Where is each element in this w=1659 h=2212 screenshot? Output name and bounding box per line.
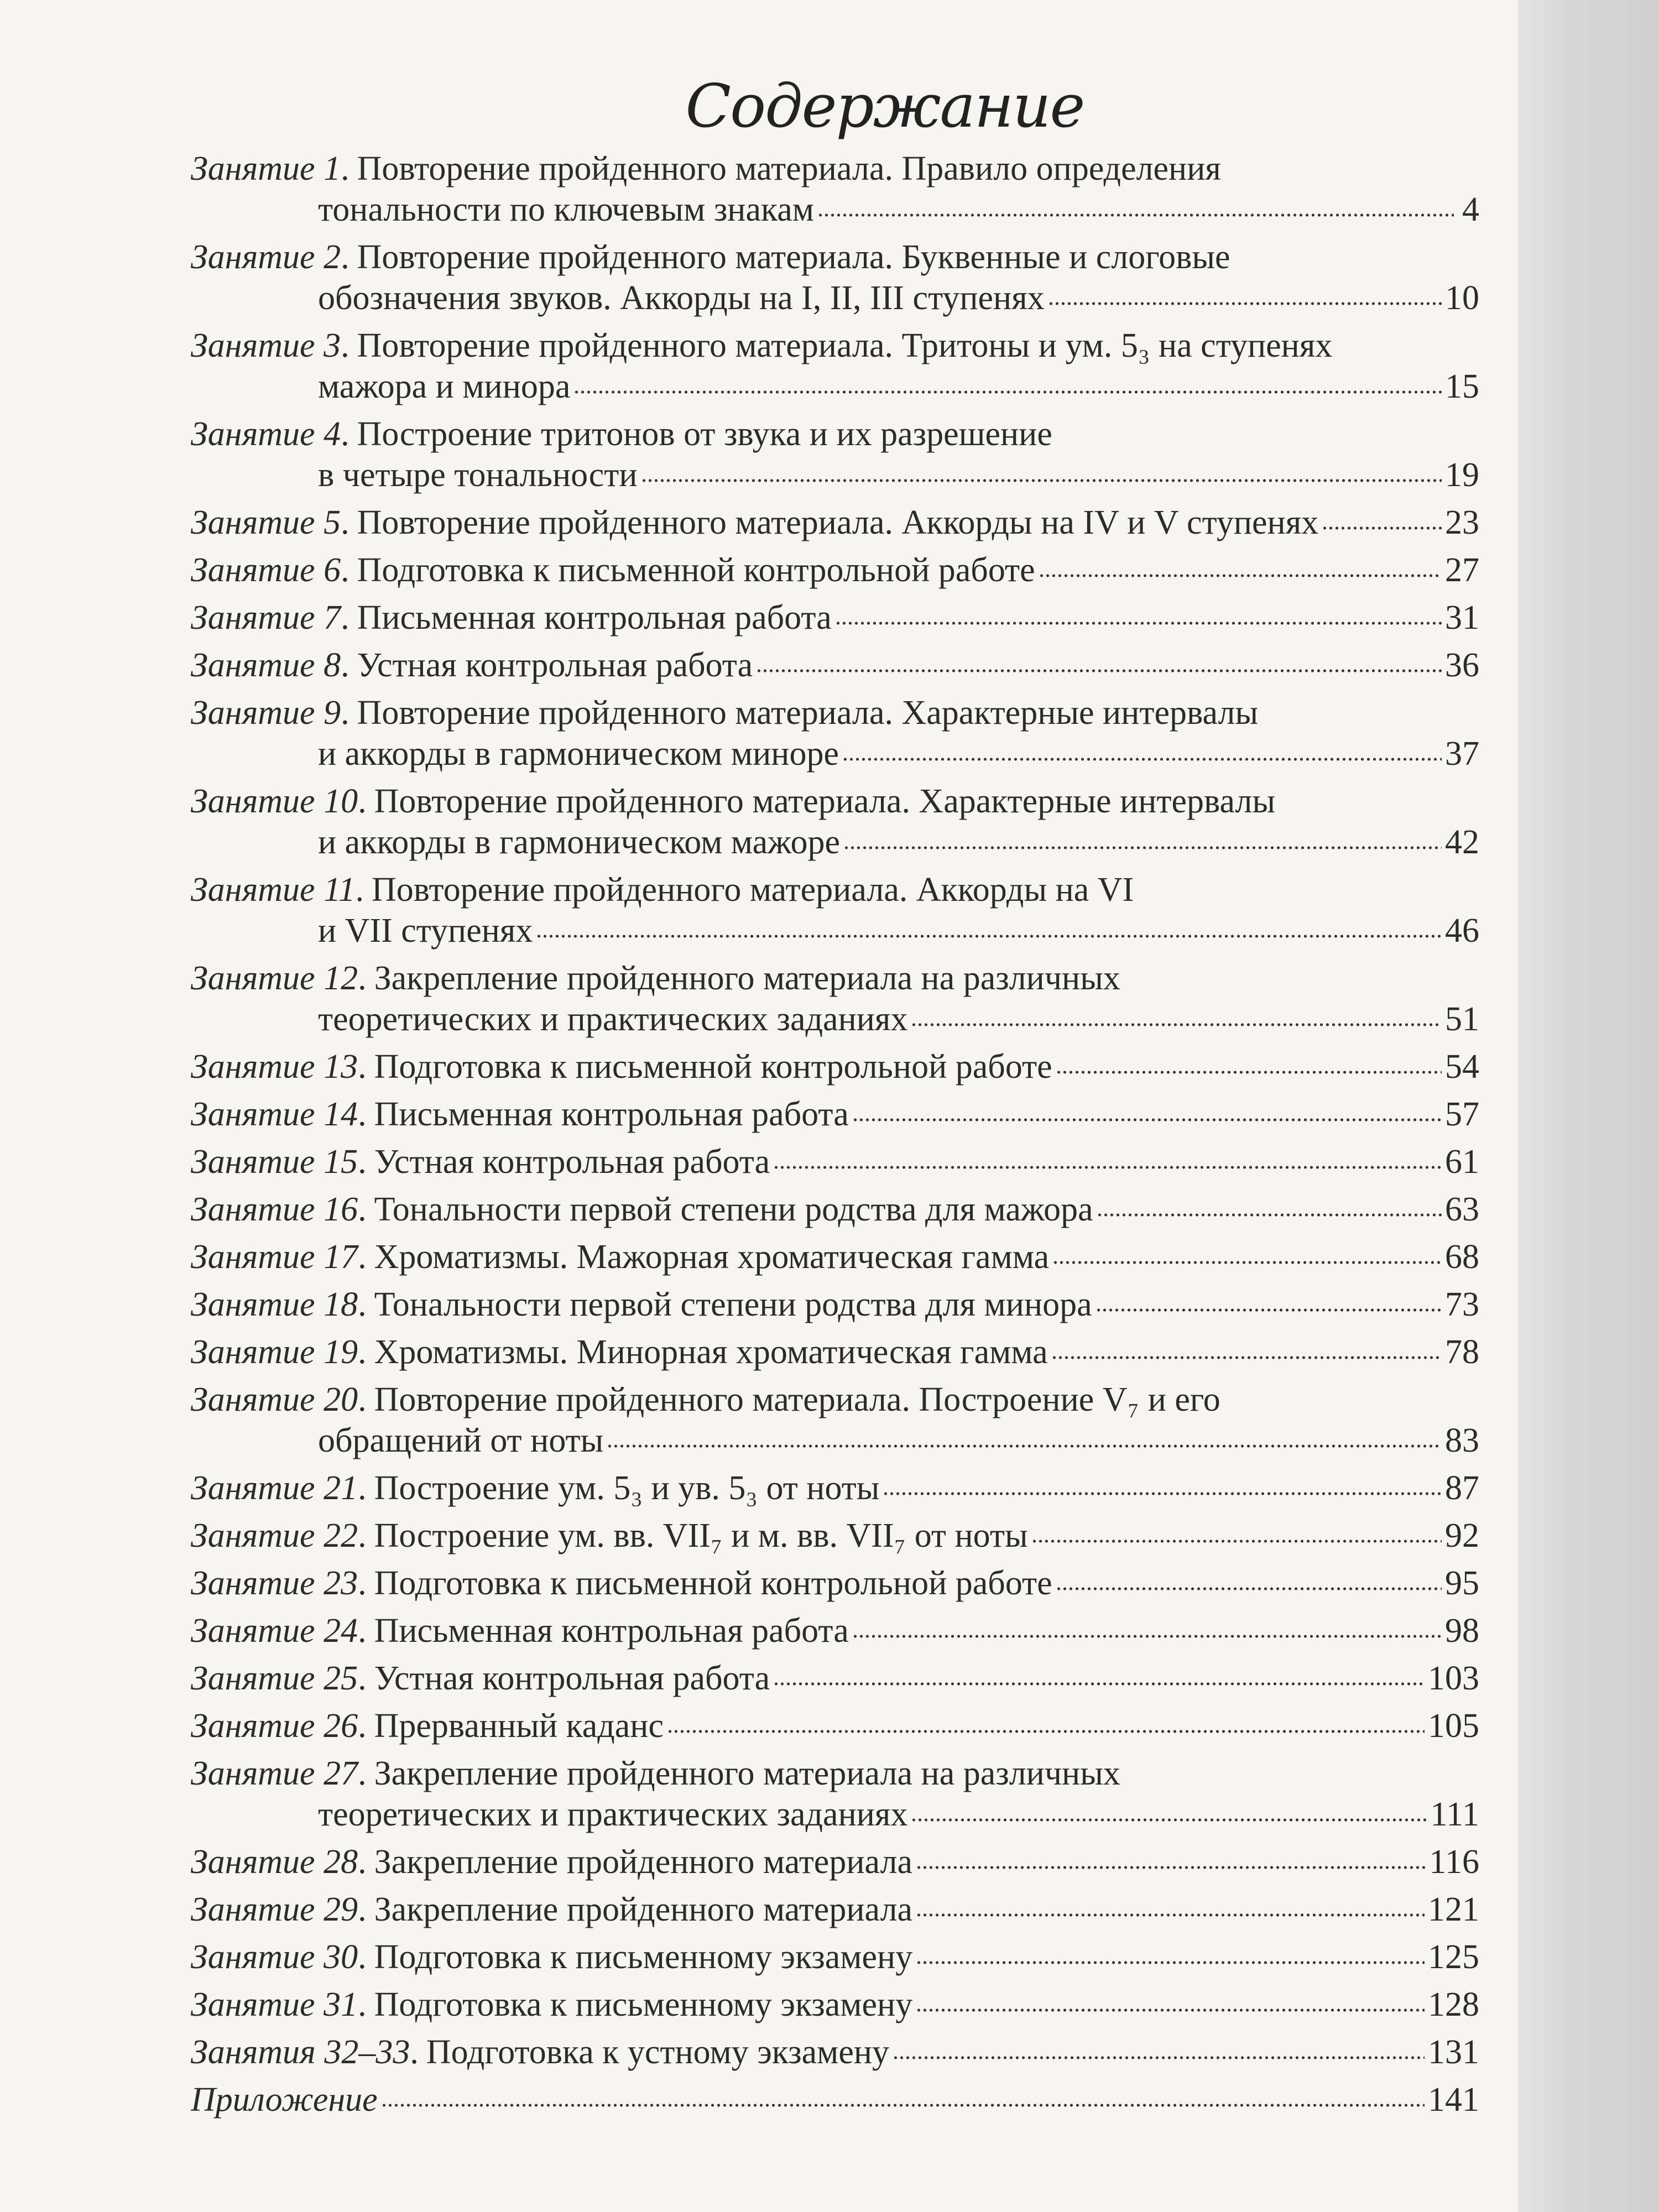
toc-entry[interactable] (191, 502, 1479, 550)
toc-page-number: 23 (1445, 504, 1479, 541)
toc-entry-line-continued (191, 910, 1479, 951)
toc-entry-line-continued (191, 1420, 1479, 1461)
toc-entry-line (191, 2079, 1479, 2120)
toc-entry[interactable] (191, 1046, 1479, 1094)
dot-leader (607, 1441, 1442, 1452)
toc-entry-line (191, 1563, 1479, 1604)
toc-entry-title: Тональности первой степени родства для минора (374, 1286, 1092, 1323)
toc-page-number: 27 (1445, 551, 1479, 589)
toc-entry-title: Повторение пройденного материала. Аккорды на VI (371, 871, 1134, 909)
label-period: . (358, 1843, 367, 1881)
dot-leader (773, 1678, 1425, 1689)
toc-entry-label: Занятие 30 (191, 1938, 358, 1976)
dot-leader (667, 1726, 1425, 1737)
toc-entry[interactable] (191, 550, 1479, 597)
label-period: . (358, 1564, 367, 1602)
toc-entry-line (191, 645, 1479, 686)
toc-entry[interactable] (191, 1705, 1479, 1753)
label-period: . (341, 327, 349, 364)
toc-entry-title: Построение ум. 5₃ и ув. 5₃ от ноты (374, 1469, 880, 1507)
toc-entry[interactable] (191, 1094, 1479, 1141)
toc-entry-line (191, 550, 1479, 591)
toc-entry[interactable] (191, 597, 1479, 645)
dot-leader (1052, 1257, 1442, 1268)
label-period: . (358, 1286, 367, 1323)
toc-entry[interactable] (191, 1237, 1479, 1284)
dot-leader (835, 618, 1442, 629)
toc-entry-title: Устная контрольная работа (357, 646, 753, 684)
toc-entry-line (191, 1658, 1479, 1699)
dot-leader (817, 210, 1454, 221)
toc-entry-label: Занятие 27 (191, 1755, 358, 1792)
toc-page-number: 92 (1445, 1517, 1479, 1554)
toc-entry-title: Повторение пройденного материала. Построение V₇ и его (374, 1381, 1220, 1418)
dot-leader (1097, 1209, 1442, 1220)
dot-leader (1031, 1536, 1442, 1547)
toc-entry-line (191, 1284, 1479, 1325)
toc-page-number: 57 (1445, 1095, 1479, 1133)
toc-entry[interactable] (191, 692, 1479, 781)
toc-entry[interactable] (191, 1468, 1479, 1515)
toc-entry-label: Занятие 3 (191, 327, 341, 364)
label-period: . (358, 1986, 367, 2023)
dot-leader (842, 754, 1442, 765)
dot-leader (916, 1957, 1425, 1968)
toc-entry-title: Устная контрольная работа (374, 1660, 770, 1697)
label-period: . (341, 551, 349, 589)
toc-entry-line-continued (191, 822, 1479, 863)
label-period: . (358, 1517, 367, 1554)
dot-leader (381, 2100, 1425, 2111)
label-period: . (358, 782, 367, 820)
label-period: . (358, 1143, 367, 1181)
toc-entry-title-continued: теоретических и практических заданиях (318, 1000, 908, 1038)
toc-entry[interactable] (191, 1937, 1479, 1984)
toc-entry[interactable] (191, 958, 1479, 1046)
dot-leader (852, 1631, 1442, 1642)
toc-page-number: 51 (1445, 1000, 1479, 1038)
toc-entry-title-continued: обращений от ноты (318, 1422, 604, 1459)
toc-entry-line (191, 1094, 1479, 1135)
toc-entry-label: Занятие 10 (191, 782, 358, 820)
toc-entry-label: Занятия 32–33 (191, 2033, 410, 2071)
toc-entry-title-continued: в четыре тональности (318, 456, 638, 494)
toc-entry-title: Подготовка к письменной контрольной работе (374, 1564, 1052, 1602)
toc-page-number: 105 (1428, 1707, 1479, 1745)
toc-entry-line-continued (191, 278, 1479, 319)
toc-page-number: 10 (1445, 279, 1479, 317)
toc-page-number: 128 (1428, 1986, 1479, 2023)
toc-entry-label: Занятие 17 (191, 1238, 358, 1276)
toc-entry-line-continued (191, 455, 1479, 495)
toc-entry-line (191, 1468, 1479, 1509)
toc-entry-line (191, 1753, 1479, 1794)
toc-page-number: 116 (1429, 1843, 1479, 1881)
toc-page-number: 121 (1428, 1891, 1479, 1928)
toc-entry[interactable] (191, 325, 1479, 414)
toc-entry-line (191, 1046, 1479, 1087)
toc-entry-title: Хроматизмы. Минорная хроматическая гамма (374, 1333, 1048, 1371)
label-period: . (358, 959, 367, 997)
toc-page-number: 54 (1445, 1048, 1479, 1086)
toc-page-number: 98 (1445, 1612, 1479, 1650)
toc-page-number: 19 (1445, 456, 1479, 494)
toc-page-number: 83 (1445, 1422, 1479, 1459)
toc-entry-label: Занятие 20 (191, 1381, 358, 1418)
toc-entry-label: Занятие 31 (191, 1986, 358, 2023)
toc-entry-label: Занятие 19 (191, 1333, 358, 1371)
toc-entry-line (191, 414, 1479, 455)
toc-page-number: 95 (1445, 1564, 1479, 1602)
label-period: . (341, 415, 349, 453)
toc-entry-title: Закрепление пройденного материала на различных (374, 1755, 1120, 1792)
toc-entry-label: Занятие 29 (191, 1891, 358, 1928)
label-period: . (358, 1707, 367, 1745)
toc-entry-line (191, 1141, 1479, 1182)
dot-leader (911, 1019, 1442, 1030)
toc-page-number: 125 (1428, 1938, 1479, 1976)
toc-page-number: 73 (1445, 1286, 1479, 1323)
toc-entry-label: Занятие 8 (191, 646, 341, 684)
toc-entry[interactable] (191, 414, 1479, 502)
label-period: . (341, 646, 349, 684)
toc-entry[interactable] (191, 1515, 1479, 1563)
toc-entry-title: Подготовка к устному экзамену (426, 2033, 890, 2071)
toc-page-number: 15 (1445, 368, 1479, 405)
toc-entry-title-continued: и аккорды в гармоническом миноре (318, 735, 839, 773)
label-period: . (358, 1381, 367, 1418)
toc-entry[interactable] (191, 1284, 1479, 1332)
toc-entry[interactable] (191, 1379, 1479, 1468)
page-title: Содержание (685, 72, 1084, 141)
toc-entry-label: Занятие 14 (191, 1095, 358, 1133)
toc-entry-line (191, 148, 1479, 189)
toc-entry-title: Подготовка к письменной контрольной работе (357, 551, 1035, 589)
dot-leader (773, 1162, 1442, 1173)
toc-entry-label: Занятие 9 (191, 694, 341, 732)
label-period: . (341, 150, 349, 187)
toc-entry-title: Подготовка к письменному экзамену (374, 1938, 913, 1976)
toc-entry-line (191, 692, 1479, 733)
toc-entry-title: Закрепление пройденного материала (374, 1891, 913, 1928)
dot-leader (573, 387, 1442, 398)
dot-leader (1322, 523, 1442, 534)
toc-entry-title: Письменная контрольная работа (374, 1612, 849, 1650)
toc-entry[interactable] (191, 1189, 1479, 1237)
toc-entry[interactable] (191, 237, 1479, 325)
toc-entry-line (191, 1889, 1479, 1930)
toc-entry-line-continued (191, 999, 1479, 1040)
toc-entry[interactable] (191, 1563, 1479, 1610)
dot-leader (843, 842, 1442, 853)
toc-entry-title: Повторение пройденного материала. Аккорды на IV и V ступенях (357, 504, 1319, 541)
toc-entry-line-continued (191, 1794, 1479, 1835)
toc-entry-title-continued: теоретических и практических заданиях (318, 1796, 908, 1833)
toc-entry-title: Повторение пройденного материала. Правило определения (357, 150, 1221, 187)
toc-entry-label: Занятие 5 (191, 504, 341, 541)
toc-entry-line (191, 1937, 1479, 1978)
toc-entry-label: Занятие 25 (191, 1660, 358, 1697)
toc-page-number: 61 (1445, 1143, 1479, 1181)
toc-page-number: 4 (1462, 191, 1479, 228)
toc-entry-label: Занятие 22 (191, 1517, 358, 1554)
toc-entry-title: Повторение пройденного материала. Тритоны и ум. 5₃ на ступенях (357, 327, 1333, 364)
dot-leader (916, 1862, 1426, 1873)
label-period: . (358, 1469, 367, 1507)
dot-leader (1048, 298, 1442, 309)
toc-entry-line (191, 1189, 1479, 1230)
toc-entry-label: Занятие 23 (191, 1564, 358, 1602)
label-period: . (358, 1891, 367, 1928)
toc-entry-label: Занятие 7 (191, 599, 341, 637)
label-period: . (358, 1755, 367, 1792)
toc-entry-line (191, 1705, 1479, 1746)
toc-entry-label: Занятие 16 (191, 1191, 358, 1228)
toc-entry[interactable] (191, 781, 1479, 869)
dot-leader (916, 1910, 1425, 1921)
toc-page-number: 141 (1428, 2081, 1479, 2119)
dot-leader (893, 2052, 1425, 2063)
toc-page-number: 31 (1445, 599, 1479, 637)
toc-entry-label: Занятие 21 (191, 1469, 358, 1507)
toc-entry[interactable] (191, 869, 1479, 958)
toc-page-number: 87 (1445, 1469, 1479, 1507)
dot-leader (883, 1488, 1442, 1499)
toc-entry-line (191, 958, 1479, 999)
toc-page-number: 63 (1445, 1191, 1479, 1228)
toc-entry-line (191, 1515, 1479, 1556)
label-period: . (355, 871, 364, 909)
toc-entry[interactable] (191, 1141, 1479, 1189)
toc-entry-label: Занятие 12 (191, 959, 358, 997)
toc-entry[interactable] (191, 1658, 1479, 1705)
label-period: . (358, 1095, 367, 1133)
toc-entry[interactable] (191, 1889, 1479, 1937)
toc-entry-line (191, 1610, 1479, 1651)
dot-leader (641, 475, 1442, 486)
toc-entry-label: Занятие 4 (191, 415, 341, 453)
label-period: . (358, 1612, 367, 1650)
toc-entry-label: Занятие 18 (191, 1286, 358, 1323)
label-period: . (341, 504, 349, 541)
toc-entry-title: Прерванный каданс (374, 1707, 664, 1745)
toc-entry-title: Подготовка к письменному экзамену (374, 1986, 913, 2023)
toc-entry-label: Занятие 2 (191, 238, 341, 276)
toc-entry-line (191, 1237, 1479, 1277)
toc-entry-label: Занятие 13 (191, 1048, 358, 1086)
toc-entry-title: Тональности первой степени родства для мажора (374, 1191, 1093, 1228)
label-period: . (358, 1333, 367, 1371)
page-edge-shadow (1518, 0, 1659, 2212)
toc-entry-line (191, 237, 1479, 278)
toc-entry-line (191, 325, 1479, 366)
toc-entry-label: Занятие 6 (191, 551, 341, 589)
toc-entry-line (191, 1332, 1479, 1373)
dot-leader (1039, 570, 1442, 581)
toc-page-number: 103 (1428, 1660, 1479, 1697)
toc-entry-line-continued (191, 366, 1479, 407)
toc-entry-line (191, 1841, 1479, 1882)
toc-entry-title-continued: тональности по ключевым знакам (318, 191, 814, 228)
toc-entry-title: Подготовка к письменной контрольной работе (374, 1048, 1052, 1086)
label-period: . (358, 1191, 367, 1228)
label-period: . (341, 599, 349, 637)
toc-entry-line (191, 2032, 1479, 2073)
toc-entry-title: Письменная контрольная работа (357, 599, 832, 637)
dot-leader (756, 665, 1442, 676)
label-period: . (358, 1660, 367, 1697)
toc-entry-line-continued (191, 189, 1479, 230)
label-period: . (358, 1048, 367, 1086)
toc-entry[interactable] (191, 2079, 1479, 2127)
toc-entry[interactable] (191, 1753, 1479, 1841)
dot-leader (852, 1114, 1442, 1125)
toc-page-number: 68 (1445, 1238, 1479, 1276)
dot-leader (1051, 1352, 1442, 1363)
toc-entry-title: Письменная контрольная работа (374, 1095, 849, 1133)
toc-entry-line (191, 502, 1479, 543)
toc-entry-title: Закрепление пройденного материала на различных (374, 959, 1120, 997)
toc-entry[interactable] (191, 1332, 1479, 1379)
table-of-contents (191, 148, 1479, 2127)
dot-leader (916, 2005, 1425, 2016)
toc-entry-title: Построение ум. вв. VII₇ и м. вв. VII₇ от ноты (374, 1517, 1028, 1554)
toc-entry-line (191, 1984, 1479, 2025)
toc-entry-title: Построение тритонов от звука и их разрешение (357, 415, 1052, 453)
toc-entry-label: Занятие 1 (191, 150, 341, 187)
dot-leader (536, 931, 1442, 942)
label-period: . (410, 2033, 419, 2071)
toc-entry-title-continued: и аккорды в гармоническом мажоре (318, 823, 840, 861)
dot-leader (1056, 1067, 1442, 1078)
toc-entry-title-continued: и VII ступенях (318, 912, 533, 950)
toc-entry[interactable] (191, 148, 1479, 237)
toc-entry-line (191, 1379, 1479, 1420)
toc-entry-line (191, 781, 1479, 822)
toc-entry-title: Закрепление пройденного материала (374, 1843, 913, 1881)
toc-page-number: 78 (1445, 1333, 1479, 1371)
toc-entry-label: Занятие 28 (191, 1843, 358, 1881)
label-period: . (358, 1938, 367, 1976)
toc-entry[interactable] (191, 1841, 1479, 1889)
toc-page-number: 37 (1445, 735, 1479, 773)
toc-entry-line (191, 869, 1479, 910)
toc-entry-title: Повторение пройденного материала. Характерные интервалы (374, 782, 1276, 820)
toc-entry-line (191, 597, 1479, 638)
toc-entry-title-continued: обозначения звуков. Аккорды на I, II, III ступенях (318, 279, 1045, 317)
label-period: . (341, 238, 349, 276)
toc-page-number: 111 (1430, 1796, 1479, 1833)
toc-entry-label: Занятие 26 (191, 1707, 358, 1745)
toc-entry-title: Хроматизмы. Мажорная хроматическая гамма (374, 1238, 1050, 1276)
label-period: . (341, 694, 349, 732)
toc-entry[interactable] (191, 1984, 1479, 2032)
toc-entry-line-continued (191, 733, 1479, 774)
toc-entry-label: Занятие 15 (191, 1143, 358, 1181)
toc-entry[interactable] (191, 645, 1479, 692)
dot-leader (911, 1814, 1427, 1825)
toc-entry-label: Занятие 24 (191, 1612, 358, 1650)
dot-leader (1056, 1583, 1442, 1594)
toc-entry-label: Занятие 11 (191, 871, 356, 909)
toc-page-number: 46 (1445, 912, 1479, 950)
toc-entry[interactable] (191, 1610, 1479, 1658)
toc-page-number: 42 (1445, 823, 1479, 861)
toc-entry-title: Устная контрольная работа (374, 1143, 770, 1181)
toc-entry[interactable] (191, 2032, 1479, 2079)
dot-leader (1095, 1305, 1442, 1316)
label-period: . (358, 1238, 367, 1276)
toc-entry-label: Приложение (191, 2081, 378, 2119)
toc-entry-title: Повторение пройденного материала. Буквенные и слоговые (357, 238, 1230, 276)
toc-entry-title: Повторение пройденного материала. Характерные интервалы (357, 694, 1259, 732)
toc-page-number: 131 (1428, 2033, 1479, 2071)
toc-page-number: 36 (1445, 646, 1479, 684)
toc-entry-title-continued: мажора и минора (318, 368, 571, 405)
